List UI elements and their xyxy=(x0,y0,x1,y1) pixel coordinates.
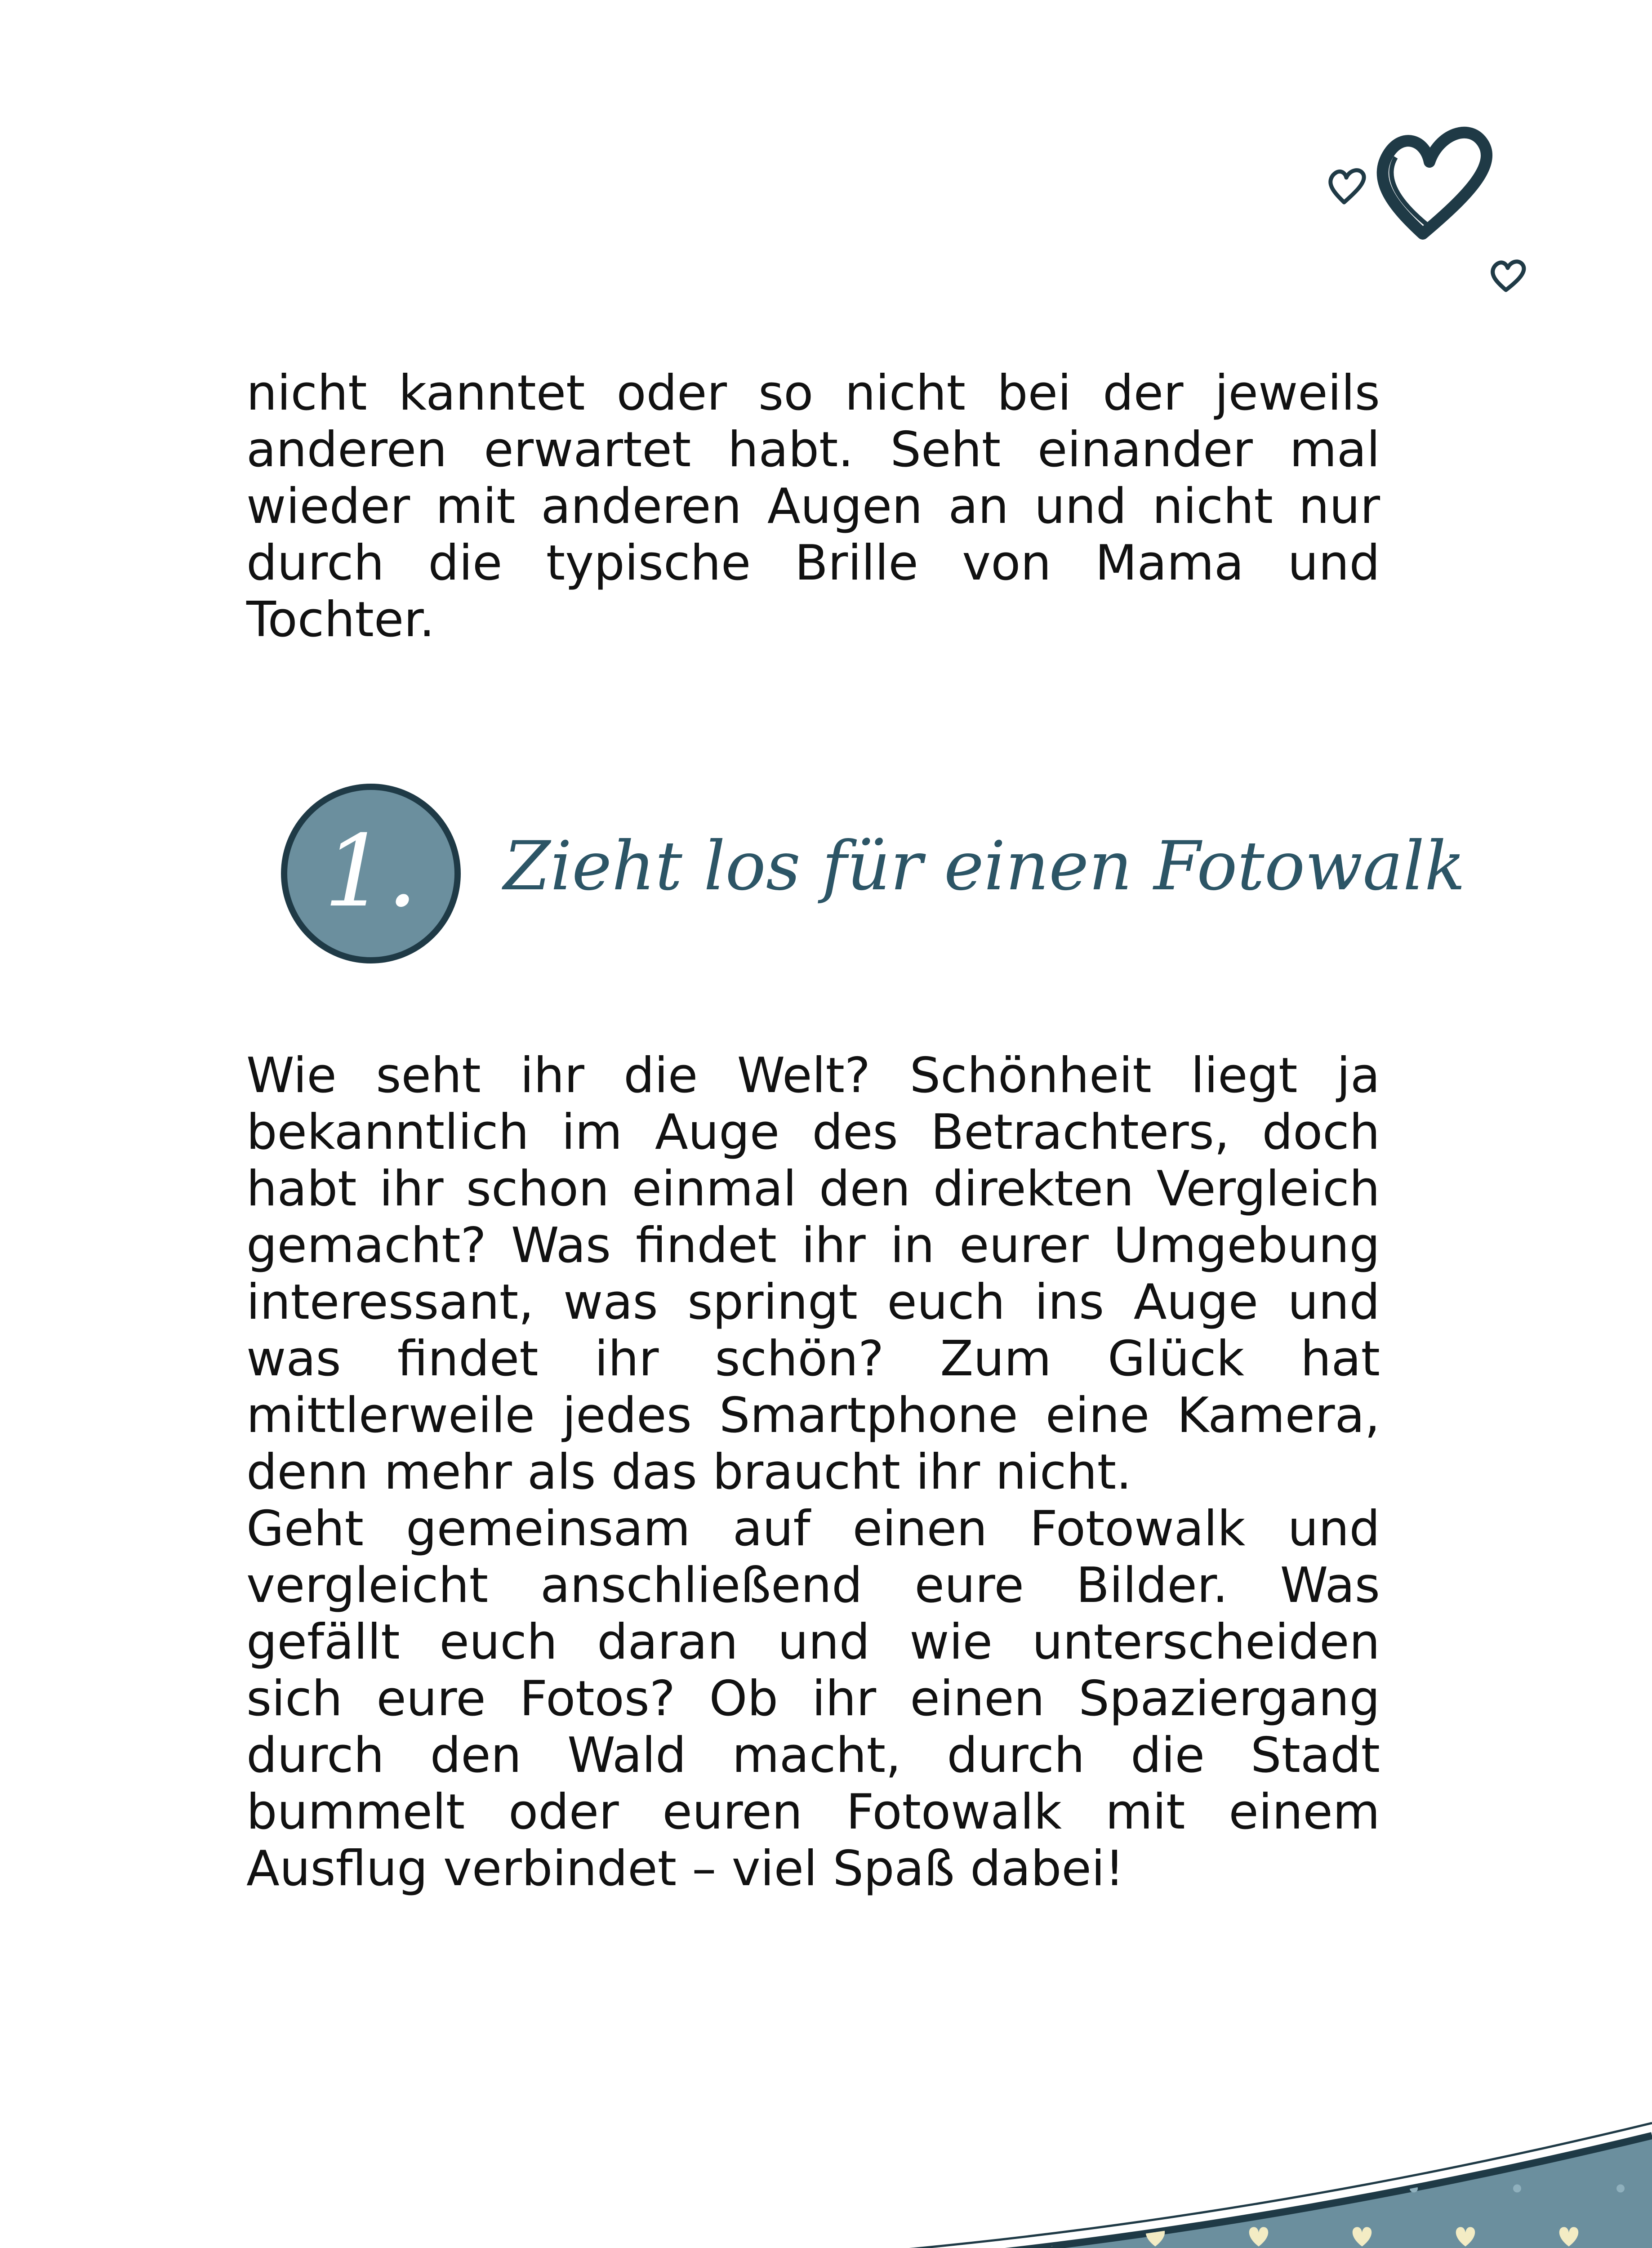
text-line: wieder mit anderen Augen an und nicht nur xyxy=(246,478,1380,535)
pattern-heart-icon xyxy=(732,2227,751,2246)
pattern-dot xyxy=(272,2185,281,2193)
pattern-dot xyxy=(1513,2185,1521,2193)
section-title: Zieht los für einen Fotowalk xyxy=(503,827,1465,905)
text-line: was findet ihr schön? Zum Glück hat xyxy=(246,1331,1380,1387)
pattern-dot xyxy=(789,2185,797,2193)
pattern-heart-icon xyxy=(836,2227,855,2246)
pattern-heart-icon xyxy=(629,2130,648,2150)
pattern-heart-icon xyxy=(9,2130,27,2150)
text-line: Tochter. xyxy=(246,592,435,648)
pattern-heart-icon xyxy=(629,2227,648,2246)
pattern-dot xyxy=(1100,2185,1108,2193)
footer-wave xyxy=(0,2113,1652,2248)
pattern-dot xyxy=(893,2185,901,2193)
pattern-dot xyxy=(996,2185,1004,2193)
intro-paragraph xyxy=(246,365,1380,648)
pattern-dot xyxy=(479,2185,487,2193)
body-paragraph xyxy=(246,1048,1380,1897)
pattern-heart-icon xyxy=(836,2130,855,2150)
text-line: nicht kanntet oder so nicht bei der jeweils xyxy=(246,365,1380,421)
pattern-dot xyxy=(1616,2185,1625,2193)
pattern-heart-icon xyxy=(112,2227,131,2246)
text-line: anderen erwartet habt. Seht einander mal xyxy=(246,422,1380,478)
text-line: bekanntlich im Auge des Betrachters, doch xyxy=(246,1104,1380,1160)
pattern-heart-icon xyxy=(1146,2130,1165,2150)
pattern-heart-icon xyxy=(732,2130,751,2150)
pattern-heart-icon xyxy=(9,2227,27,2246)
text-line: bummelt oder euren Fotowalk mit einem xyxy=(246,1784,1380,1840)
pattern-heart-icon xyxy=(319,2227,338,2246)
pattern-dot xyxy=(1203,2185,1211,2193)
text-line: mittlerweile jedes Smartphone eine Kamera, xyxy=(246,1387,1380,1444)
heart-icon-small xyxy=(1331,170,1364,202)
text-line: interessant, was springt euch ins Auge und xyxy=(246,1274,1380,1330)
pattern-heart-icon xyxy=(215,2130,234,2150)
heart-icon-small xyxy=(1493,262,1524,290)
pattern-heart-icon xyxy=(422,2227,441,2246)
pattern-heart-icon xyxy=(1456,2130,1475,2150)
section-number: 1. xyxy=(324,814,418,929)
pattern-heart-icon xyxy=(525,2130,544,2150)
pattern-heart-icon xyxy=(112,2130,131,2150)
pattern-heart-icon xyxy=(525,2227,544,2246)
text-line: gefällt euch daran und wie unterscheiden xyxy=(246,1614,1380,1670)
text-line: durch die typische Brille von Mama und xyxy=(246,535,1380,591)
pattern-heart-icon xyxy=(1353,2130,1371,2150)
text-line: sich eure Fotos? Ob ihr einen Spaziergang xyxy=(246,1671,1380,1727)
pattern-dot xyxy=(66,2185,74,2193)
heart-icon-large xyxy=(1383,133,1487,234)
text-line: durch den Wald macht, durch die Stadt xyxy=(246,1727,1380,1784)
pattern-dot xyxy=(169,2185,177,2193)
hearts-decoration xyxy=(1304,90,1546,306)
pattern-dot xyxy=(686,2185,694,2193)
text-line: gemacht? Was findet ihr in eurer Umgebung xyxy=(246,1218,1380,1274)
pattern-heart-icon xyxy=(422,2130,441,2150)
text-line: vergleicht anschließend eure Bilder. Was xyxy=(246,1557,1380,1614)
pattern-dot xyxy=(1306,2185,1314,2193)
pattern-dot xyxy=(376,2185,384,2193)
text-line: Wie seht ihr die Welt? Schönheit liegt ja xyxy=(246,1048,1380,1104)
pattern-heart-icon xyxy=(319,2130,338,2150)
pattern-heart-icon xyxy=(1249,2130,1268,2150)
pattern-heart-icon xyxy=(939,2130,958,2150)
section-number-badge xyxy=(281,784,461,963)
text-line: denn mehr als das braucht ihr nicht. xyxy=(246,1444,1132,1500)
text-line: habt ihr schon einmal den direkten Vergleich xyxy=(246,1161,1380,1217)
text-line: Ausflug verbindet – viel Spaß dabei! xyxy=(246,1841,1125,1897)
pattern-dot xyxy=(583,2185,591,2193)
pattern-heart-icon xyxy=(215,2227,234,2246)
text-line: Geht gemeinsam auf einen Fotowalk und xyxy=(246,1501,1380,1557)
pattern-heart-icon xyxy=(1042,2130,1061,2150)
